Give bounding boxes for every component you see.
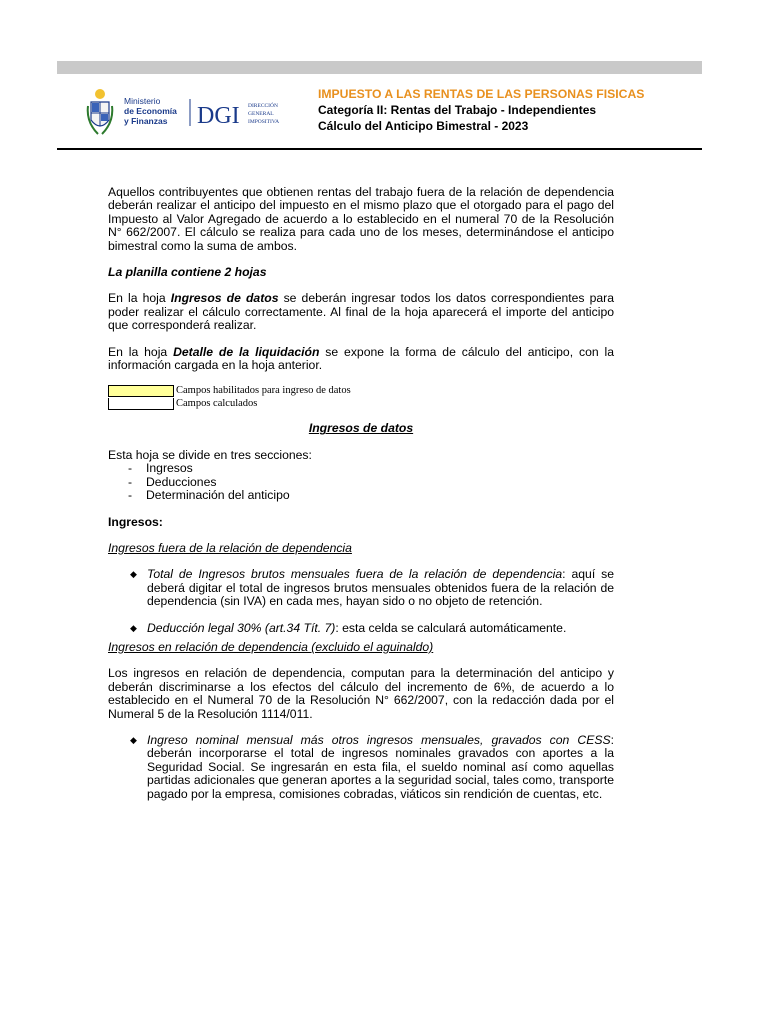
intro-paragraph: Aquellos contribuyentes que obtienen rentas del trabajo fuera de la relación de dependencia deberán realizar el anticipo del impuesto en el mismo plazo que el otorgado para el pago del Impuesto al Valor Agregado de acuerdo a lo establecido en el numeral 70 de la Resolución N° 662/2007. El cálculo se realiza para cada uno de los meses, determinándose el anticipo bimestral como la suma de ambos. <box>108 185 614 253</box>
list-item: - Determinación del anticipo <box>128 489 614 502</box>
svg-text:DIRECCIÓN: DIRECCIÓN <box>248 103 278 109</box>
top-gray-bar <box>57 61 702 74</box>
diamond-bullet-icon: ◆ <box>130 569 137 580</box>
sheet1-name: Ingresos de datos <box>170 291 279 306</box>
list-item: - Deducciones <box>128 476 614 489</box>
sub2-intro: Los ingresos en relación de dependencia, computan para la determinación del anticipo y deberán discriminarse a los efectos del cálculo del incremento de 6%, de acuerdo a lo establecido en el Numeral 70 de la Resolución N° 662/2007, con la redacción dada por el Numeral 5 de la Resolución 1114/011. <box>108 666 614 721</box>
svg-text:Ministerio: Ministerio <box>124 96 161 106</box>
document-body <box>108 186 614 801</box>
sub2-heading: Ingresos en relación de dependencia (excluido el aguinaldo) <box>108 639 434 654</box>
sections-intro: Esta hoja se divide en tres secciones: <box>108 447 312 462</box>
list-item: ◆ Ingreso nominal mensual más otros ingresos mensuales, gravados con CESS: deberán incorporarse el total de ingresos nominales gravados con aportes a la Seguridad Social. Se ingresarán en esta fila, el sueldo nominal así como aquellas partidas adicionales que generan aportes a la seguridad social, tales como, transporte pagado por la empresa, comisiones cobradas, viáticos sin rendición de cuentas, etc. <box>130 732 614 801</box>
ministry-dgi-logo <box>86 84 336 146</box>
svg-text:IMPOSITIVA: IMPOSITIVA <box>248 119 280 125</box>
section-title: Ingresos de datos <box>308 421 414 436</box>
diamond-bullet-icon: ◆ <box>130 622 137 633</box>
svg-text:DGI: DGI <box>197 103 240 129</box>
header-title: IMPUESTO A LAS RENTAS DE LAS PERSONAS FISICAS <box>318 87 645 101</box>
header-titles <box>318 86 644 134</box>
header-divider <box>57 148 702 150</box>
sub1-heading: Ingresos fuera de la relación de dependencia <box>108 540 352 555</box>
sections-list <box>108 462 614 502</box>
calc-cell-swatch <box>108 398 174 410</box>
svg-text:de Economía: de Economía <box>124 106 177 116</box>
input-cell-label: Campos habilitados para ingreso de datos <box>176 385 351 397</box>
calc-cell-label: Campos calculados <box>176 398 258 410</box>
cell-legend <box>108 384 614 410</box>
sheet2-name: Detalle de la liquidación <box>173 344 320 359</box>
header-subtitle-calc: Cálculo del Anticipo Bimestral - 2023 <box>318 119 529 133</box>
sheets-heading: La planilla contiene 2 hojas <box>108 265 267 280</box>
sheet1-paragraph: En la hoja Ingresos de datos se deberán ingresar todos los datos correspondientes para poder realizar el cálculo correctamente. Al final de la hoja aparecerá el importe del anticipo que corresponderá realizar. <box>108 291 615 333</box>
ingresos-heading: Ingresos: <box>108 514 163 529</box>
sub1-list <box>108 568 614 635</box>
document-header <box>86 84 702 148</box>
list-item: ◆ Deducción legal 30% (art.34 Tít. 7): esta celda se calculará automáticamente. <box>130 620 567 635</box>
sheet2-paragraph: En la hoja Detalle de la liquidación se expone la forma de cálculo del anticipo, con la información cargada en la hoja anterior. <box>108 344 614 373</box>
diamond-bullet-icon: ◆ <box>130 734 137 745</box>
list-item: - Ingresos <box>128 462 614 475</box>
svg-text:y Finanzas: y Finanzas <box>124 116 168 126</box>
input-cell-swatch <box>108 385 174 397</box>
svg-text:GENERAL: GENERAL <box>248 111 274 117</box>
header-subtitle-category: Categoría II: Rentas del Trabajo - Independientes <box>318 103 597 117</box>
sub2-list <box>108 734 614 801</box>
coat-of-arms-icon <box>88 89 113 134</box>
list-item: ◆ Total de Ingresos brutos mensuales fuera de la relación de dependencia: aquí se deberá digitar el total de ingresos brutos mensuales obtenidos fuera de la relación de dependencia (sin IVA) en cada mes, hayan sido o no objeto de retención. <box>130 567 614 609</box>
